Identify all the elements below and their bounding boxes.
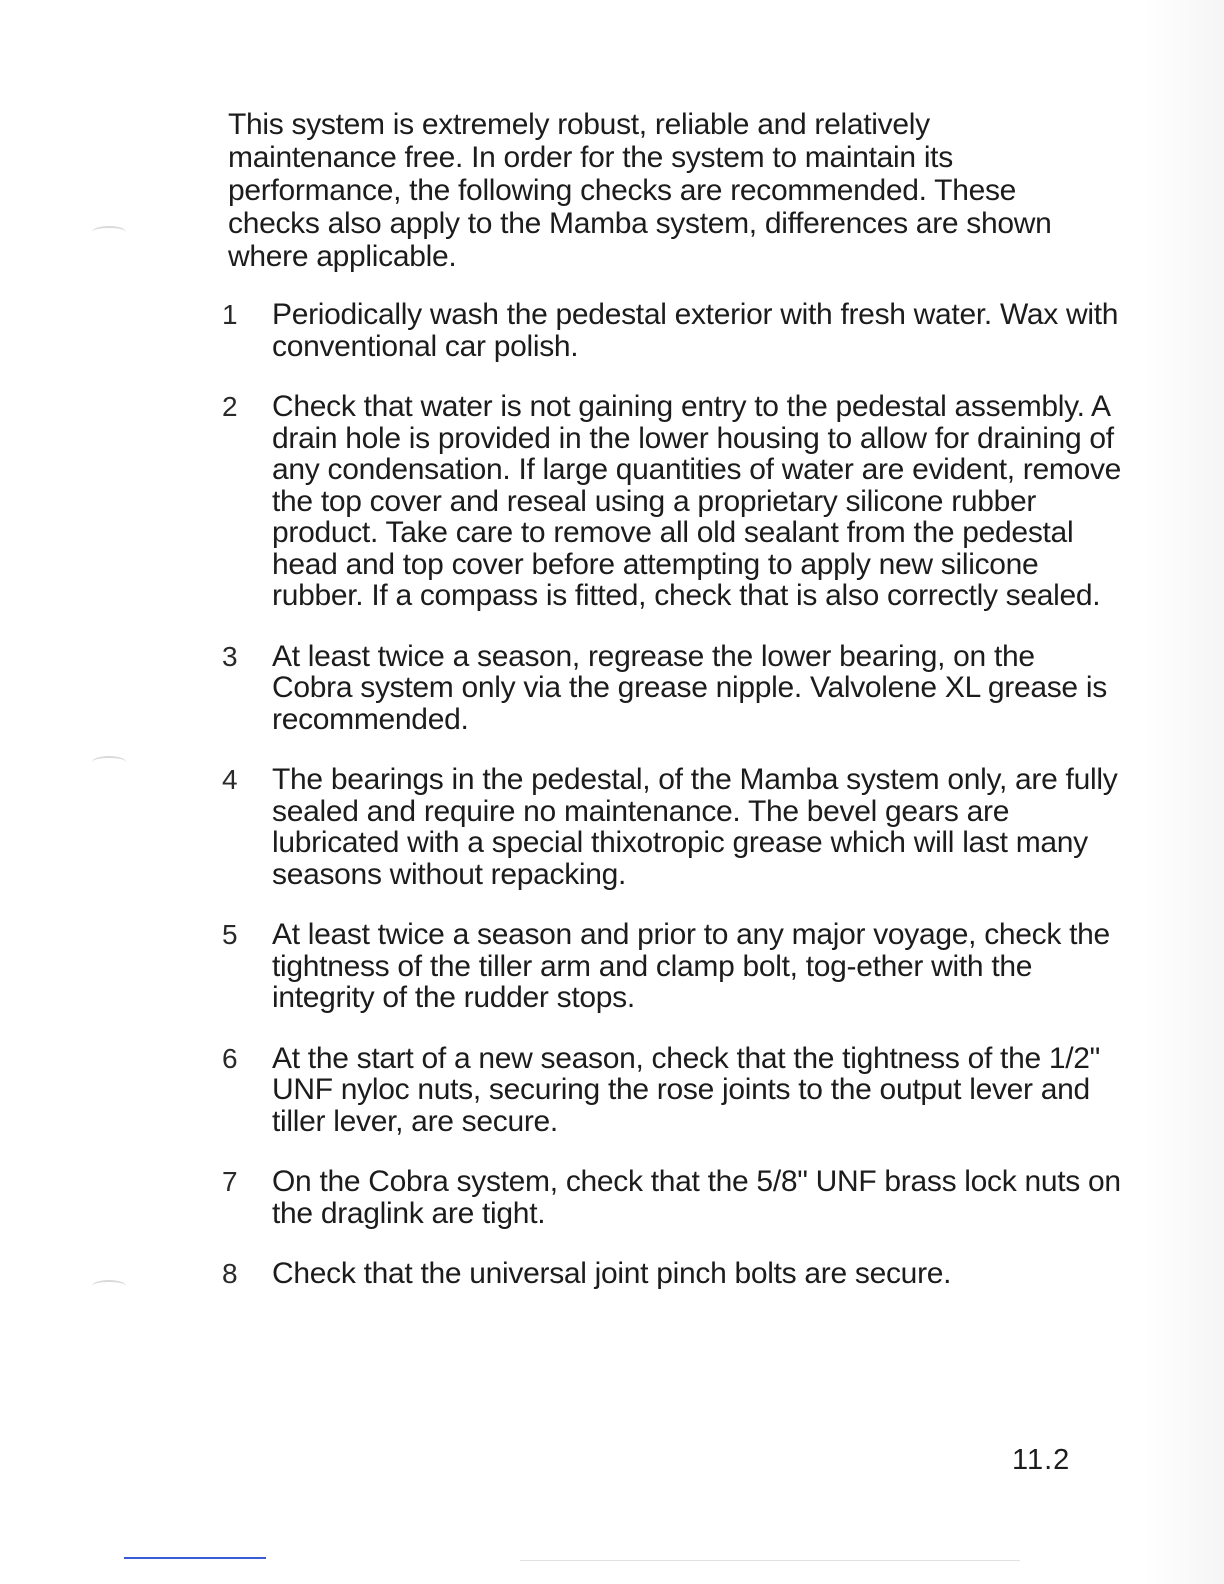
check-item [222,1166,1122,1229]
binder-hole-mark [92,1280,126,1292]
item-number: 1 [222,299,238,330]
item-number: 4 [222,764,238,795]
item-text: At least twice a season, regrease the lower bearing, on the Cobra system only via the grease nipple. Valvolene XL grease is recommended. [272,639,1107,736]
item-number: 5 [222,919,238,950]
item-text: Periodically wash the pedestal exterior with fresh water. Wax with conventional car polish. [272,298,1119,363]
item-number: 8 [222,1258,238,1289]
check-item [222,1043,1122,1138]
item-number: 6 [222,1042,238,1074]
item-text: Check that water is not gaining entry to the pedestal assembly. A drain hole is provided in the lower housing to allow for draining of any condensation. If large quantities of water are evident, remove the top cover and reseal using a proprietary silicone rubber product. Take care to remove all old sealant from the pedestal head and top cover before attempting to apply new silicone rubber. If a compass is fitted, check that is also correctly sealed. [272,390,1122,612]
item-number: 3 [222,640,238,672]
intro-paragraph: This system is extremely robust, reliable and relatively maintenance free. In order for the system to maintain its performance, the following checks are recommended. These checks also apply to the Mamba system, differences are shown where applicable. [228,108,1052,273]
check-item [222,764,1122,890]
check-item [222,1258,1122,1290]
item-text: At the start of a new season, check that the tightness of the 1/2" UNF nyloc nuts, securing the rose joints to the output lever and tiller lever, are secure. [272,1041,1101,1138]
item-text: Check that the universal joint pinch bolts are secure. [272,1257,952,1290]
binder-hole-mark [92,756,126,768]
item-text: The bearings in the pedestal, of the Mamba system only, are fully sealed and require no maintenance. The bevel gears are lubricated with a special thixotropic grease which will last many seasons without repacking. [272,763,1118,891]
footer-rule [124,1557,266,1559]
footer-rule [520,1560,1020,1561]
item-text: On the Cobra system, check that the 5/8" UNF brass lock nuts on the draglink are tight. [272,1165,1121,1230]
check-item [222,299,1122,362]
binder-hole-mark [92,226,126,238]
maintenance-checklist [222,299,1122,1319]
item-number: 2 [222,391,238,422]
page-number: 11.2 [1012,1444,1071,1476]
check-item [222,391,1122,612]
item-number: 7 [222,1166,238,1197]
check-item [222,641,1122,736]
page-edge-shadow [1144,0,1224,1584]
item-text: At least twice a season and prior to any major voyage, check the tightness of the tiller arm and clamp bolt, tog-ether with the integrity of the rudder stops. [272,918,1110,1014]
check-item [222,919,1122,1014]
